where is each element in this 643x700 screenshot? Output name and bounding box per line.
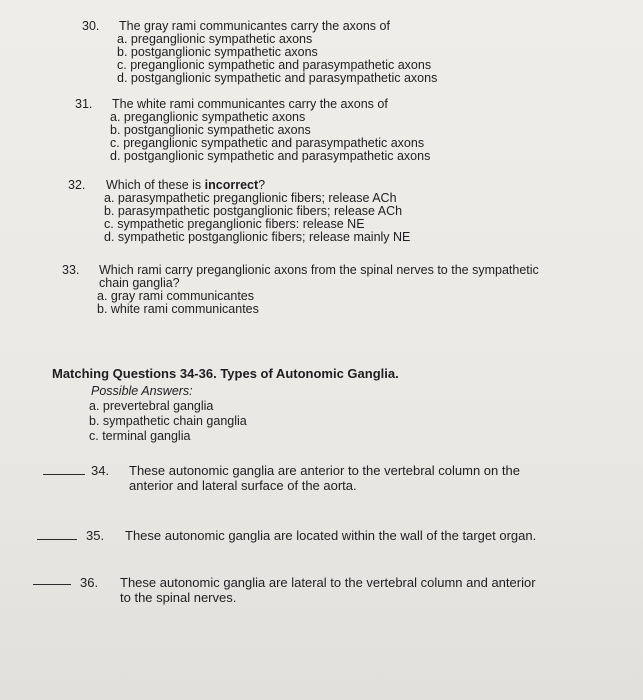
option-a: a. preganglionic sympathetic axons xyxy=(110,110,306,124)
question-number: 33. xyxy=(62,263,80,277)
option-d: d. postganglionic sympathetic and parasympathetic axons xyxy=(117,71,438,85)
item-text-line2: to the spinal nerves. xyxy=(120,590,237,605)
item-number: 34. xyxy=(91,463,110,478)
question-stem-line1: Which rami carry preganglionic axons from the spinal nerves to the sympathetic xyxy=(99,263,539,277)
item-number: 36. xyxy=(80,575,99,590)
answer-blank-36[interactable] xyxy=(33,584,71,585)
item-text-line1: These autonomic ganglia are anterior to the vertebral column on the xyxy=(129,463,520,478)
question-number: 31. xyxy=(75,97,93,111)
possible-answers-header: Possible Answers: xyxy=(91,384,193,398)
item-text-line2: anterior and lateral surface of the aorta. xyxy=(129,478,357,493)
answer-blank-35[interactable] xyxy=(37,539,77,540)
item-number: 35. xyxy=(86,528,105,543)
option-c: c. preganglionic sympathetic and parasympathetic axons xyxy=(110,136,425,150)
option-b: b. postganglionic sympathetic axons xyxy=(117,45,318,59)
option-a: a. parasympathetic preganglionic fibers; release ACh xyxy=(104,191,397,205)
item-text-line1: These autonomic ganglia are located within the wall of the target organ. xyxy=(125,528,537,543)
item-text-line1: These autonomic ganglia are lateral to the vertebral column and anterior xyxy=(120,575,536,590)
answer-a: a. prevertebral ganglia xyxy=(89,399,214,413)
option-a: a. preganglionic sympathetic axons xyxy=(117,32,313,46)
emphasis-incorrect: incorrect xyxy=(204,178,259,192)
option-c: c. sympathetic preganglionic fibers: release NE xyxy=(104,217,365,231)
option-a: a. gray rami communicantes xyxy=(97,289,255,303)
answer-blank-34[interactable] xyxy=(43,474,85,475)
option-c: c. preganglionic sympathetic and parasympathetic axons xyxy=(117,58,432,72)
question-number: 30. xyxy=(82,19,100,33)
question-stem: Which of these is incorrect? xyxy=(106,178,266,192)
option-d: d. sympathetic postganglionic fibers; release mainly NE xyxy=(104,230,411,244)
question-number: 32. xyxy=(68,178,86,192)
answer-c: c. terminal ganglia xyxy=(89,429,191,443)
option-b: b. parasympathetic postganglionic fibers; release ACh xyxy=(104,204,403,218)
option-b: b. white rami communicantes xyxy=(97,302,259,316)
possible-answers xyxy=(91,384,247,444)
matching-section-title: Matching Questions 34-36. Types of Autonomic Ganglia. xyxy=(52,366,399,381)
option-b: b. postganglionic sympathetic axons xyxy=(110,123,311,137)
question-stem: The white rami communicantes carry the axons of xyxy=(112,97,388,111)
question-stem-line2: chain ganglia? xyxy=(99,276,180,290)
question-stem: The gray rami communicantes carry the axons of xyxy=(119,19,390,33)
option-d: d. postganglionic sympathetic and parasympathetic axons xyxy=(110,149,431,163)
answer-b: b. sympathetic chain ganglia xyxy=(89,414,247,428)
